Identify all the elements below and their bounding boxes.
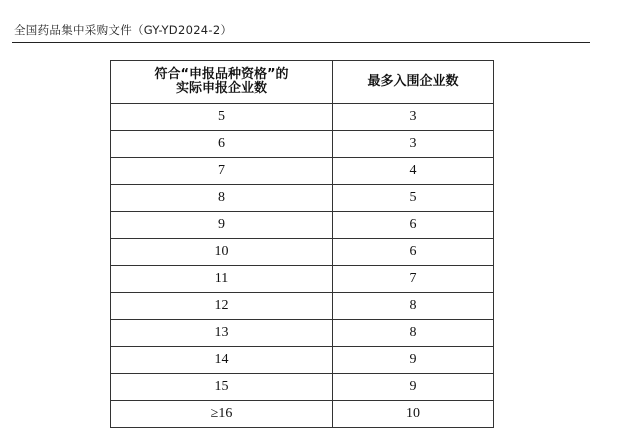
applicants-cell: 6 (111, 131, 333, 158)
table-row (111, 401, 494, 428)
applicants-cell: 10 (111, 239, 333, 266)
column-header-applicants-line1: 符合“申报品种资格”的 (154, 67, 289, 82)
applicants-cell: 5 (111, 104, 333, 131)
column-header-applicants (111, 61, 333, 104)
applicants-cell: 14 (111, 347, 333, 374)
max-selected-cell: 6 (333, 239, 494, 266)
max-selected-cell: 8 (333, 320, 494, 347)
table-row (111, 158, 494, 185)
max-selected-cell: 3 (333, 131, 494, 158)
max-selected-cell: 7 (333, 266, 494, 293)
max-selected-cell: 9 (333, 347, 494, 374)
table-row (111, 131, 494, 158)
max-selected-cell: 4 (333, 158, 494, 185)
applicants-cell: 7 (111, 158, 333, 185)
table-header-row (111, 61, 494, 104)
table-row (111, 266, 494, 293)
table-row (111, 293, 494, 320)
max-selected-cell: 9 (333, 374, 494, 401)
selection-quota-table (110, 60, 494, 428)
table-row (111, 185, 494, 212)
applicants-cell: 12 (111, 293, 333, 320)
table-row (111, 320, 494, 347)
column-header-applicants-line2: 实际申报企业数 (175, 81, 267, 96)
max-selected-cell: 6 (333, 212, 494, 239)
applicants-cell: 13 (111, 320, 333, 347)
table-row (111, 239, 494, 266)
header-divider (12, 42, 590, 43)
applicants-cell: 9 (111, 212, 333, 239)
table-row (111, 347, 494, 374)
max-selected-cell: 10 (333, 401, 494, 428)
applicants-cell: ≥16 (111, 401, 333, 428)
applicants-cell: 8 (111, 185, 333, 212)
table-row (111, 104, 494, 131)
applicants-cell: 15 (111, 374, 333, 401)
document-header: 全国药品集中采购文件（GY-YD2024-2） (14, 23, 233, 37)
max-selected-cell: 3 (333, 104, 494, 131)
table-row (111, 212, 494, 239)
column-header-max-selected: 最多入围企业数 (333, 61, 494, 104)
max-selected-cell: 5 (333, 185, 494, 212)
max-selected-cell: 8 (333, 293, 494, 320)
applicants-cell: 11 (111, 266, 333, 293)
table-row (111, 374, 494, 401)
